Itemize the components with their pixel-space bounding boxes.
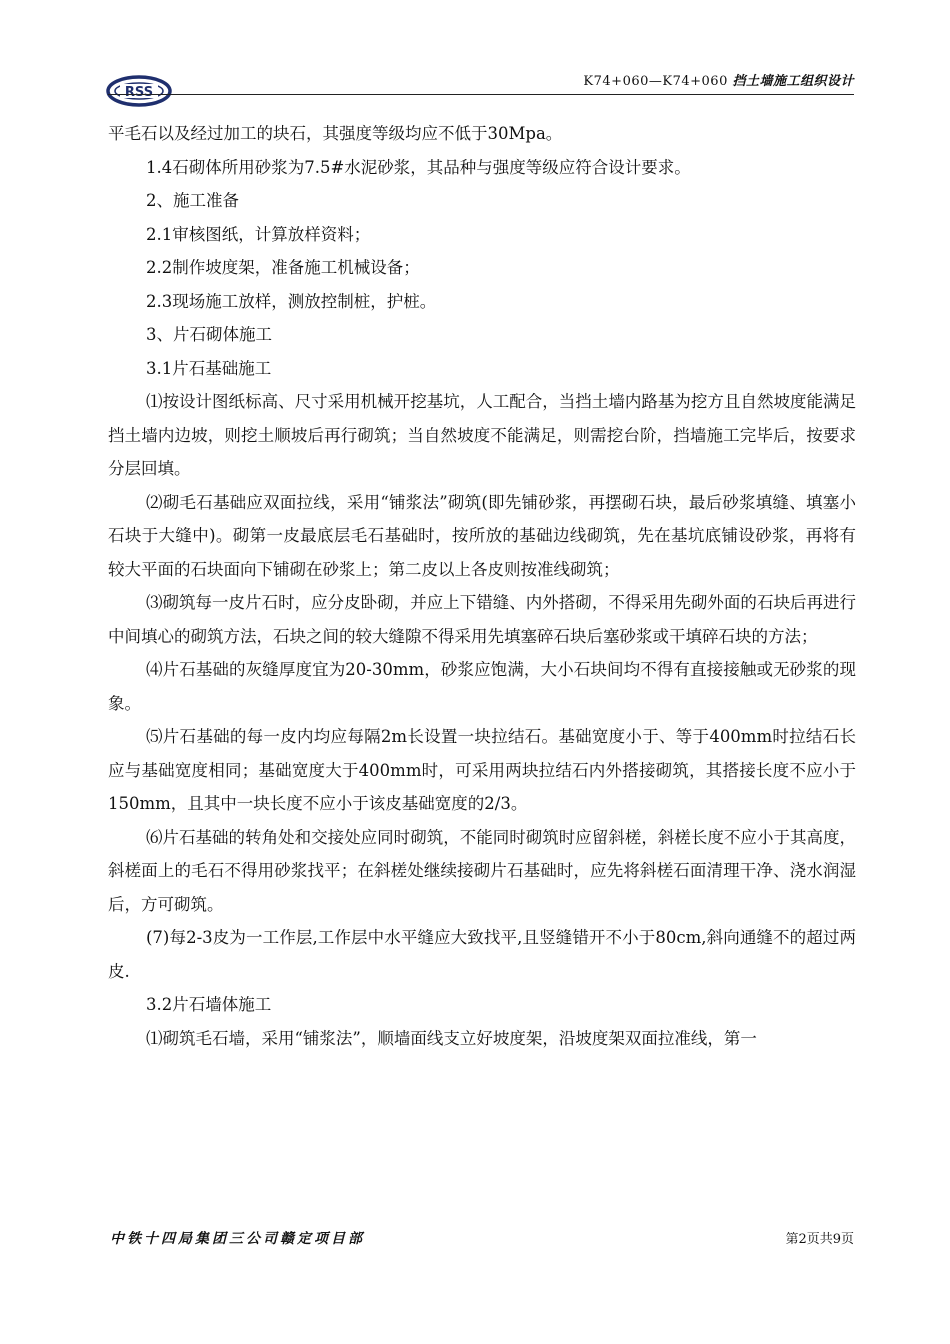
paragraph: ⑹片石基础的转角处和交接处应同时砌筑，不能同时砌筑时应留斜槎，斜槎长度不应小于其高度，斜槎面上的毛石不得用砂浆找平；在斜槎处继续接砌片石基础时，应先将斜槎石面清理干净、浇水润湿后，方可砌筑。 [108,827,856,914]
footer-organization: 中铁十四局集团三公司赣定项目部 [110,1231,365,1247]
paragraph: ⑸片石基础的每一皮内均应每隔2m长设置一块拉结石。基础宽度小于、等于400mm时拉结石长应与基础宽度相同；基础宽度大于400mm时，可采用两块拉结石内外搭接砌筑，其搭接长度不应小于150mm，且其中一块长度不应小于该皮基础宽度的2/3。 [108,727,856,813]
paragraph: 3、片石砌体施工 [146,325,272,344]
document-header [583,70,854,89]
paragraph: ⑵砌毛石基础应双面拉线，采用“铺浆法”砌筑(即先铺砂浆，再摆砌石块，最后砂浆填缝、填塞小石块于大缝中)。砌第一皮最底层毛石基础时，按所放的基础边线砌筑，先在基坑底铺设砂浆，再将有较大平面的石块面向下铺砌在砂浆上；第二皮以上各皮则按准线砌筑； [108,492,856,579]
paragraph: 2.2制作坡度架，准备施工机械设备； [146,258,420,277]
station-range: K74+060—K74+060 [583,74,728,89]
logo-text: RSS [124,85,154,100]
paragraph: ⑶砌筑每一皮片石时，应分皮卧砌，并应上下错缝、内外搭砌，不得采用先砌外面的石块后再进行中间填心的砌筑方法，石块之间的较大缝隙不得采用先填塞碎石块后塞砂浆或干填碎石块的方法； [108,593,856,646]
paragraph: 2、施工准备 [146,191,239,210]
paragraph: 3.1片石基础施工 [146,358,272,378]
paragraph: 1.4石砌体所用砂浆为7.5#水泥砂浆，其品种与强度等级应符合设计要求。 [146,157,691,177]
paragraph: 2.3现场施工放样，测放控制桩，护桩。 [146,291,437,311]
company-logo-icon [106,70,172,112]
paragraph: 3.2片石墙体施工 [146,995,272,1014]
page-number: 第2页共9页 [785,1232,854,1247]
header-divider [108,94,854,95]
paragraph: ⑷片石基础的灰缝厚度宜为20-30mm，砂浆应饱满，大小石块间均不得有直接接触或无砂浆的现象。 [108,660,856,713]
paragraph: ⑴砌筑毛石墙，采用“铺浆法”，顺墙面线支立好坡度架，沿坡度架双面拉准线，第一 [146,1028,757,1048]
document-body [108,117,856,1055]
paragraph: 平毛石以及经过加工的块石，其强度等级均应不低于30Mpa。 [108,124,563,143]
paragraph: ⑴按设计图纸标高、尺寸采用机械开挖基坑，人工配合，当挡土墙内路基为挖方且自然坡度能满足挡土墙内边坡，则挖土顺坡后再行砌筑；当自然坡度不能满足，则需挖台阶，挡墙施工完毕后，按要求分层回填。 [108,392,856,478]
paragraph: (7)每2-3皮为一工作层,工作层中水平缝应大致找平,且竖缝错开不小于80cm,斜向通缝不的超过两皮. [108,928,856,981]
document-title: 挡土墙施工组织设计 [732,74,854,89]
paragraph: 2.1审核图纸，计算放样资料； [146,224,371,244]
